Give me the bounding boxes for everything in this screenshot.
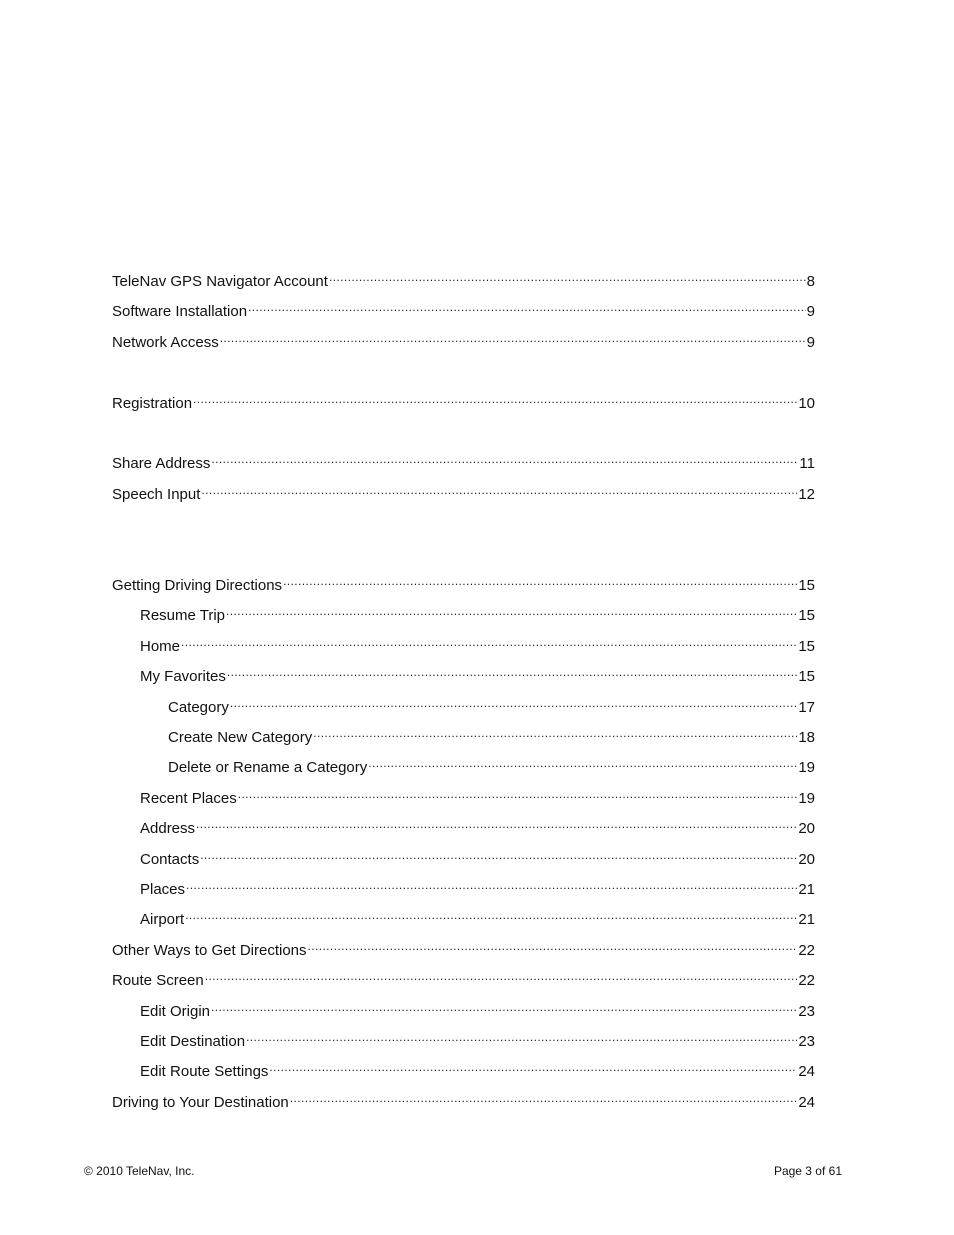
toc-entry-title: Recent Places: [140, 790, 237, 807]
toc-entry-page: 20: [798, 851, 815, 868]
toc-entry-page: 15: [798, 577, 815, 594]
toc-entry-title: Places: [140, 881, 186, 898]
dot-leader: [211, 994, 797, 1016]
toc-entry-edit-origin[interactable]: [140, 994, 815, 1020]
toc-entry-page: 19: [798, 759, 815, 776]
toc-entry-title: My Favorites: [140, 668, 226, 685]
toc-entry-title: Route Screen: [112, 972, 204, 989]
dot-leader: [246, 1024, 797, 1046]
dot-leader: [308, 933, 798, 955]
toc-entry-my-favorites[interactable]: [140, 659, 815, 685]
toc-entry-page: 23: [798, 1003, 815, 1020]
toc-entry-title: Category: [168, 699, 229, 716]
toc-entry-title: Share Address: [112, 455, 211, 472]
toc-entry-page: 22: [798, 972, 815, 989]
toc-entry-page: 19: [798, 790, 815, 807]
dot-leader: [186, 872, 797, 894]
dot-leader: [238, 781, 798, 803]
toc-entry-resume-trip[interactable]: [140, 598, 815, 624]
footer-page-number: Page 3 of 61: [773, 1164, 842, 1178]
toc-entry-page: 21: [798, 881, 815, 898]
toc-entry-page: 11: [799, 455, 815, 472]
toc-entry-getting-driving-directions[interactable]: [112, 568, 815, 594]
dot-leader: [227, 659, 797, 681]
toc-entry-page: 10: [798, 395, 815, 412]
toc-entry-page: 15: [798, 607, 815, 624]
dot-leader: [290, 1085, 798, 1107]
toc-entry-page: 17: [798, 699, 815, 716]
toc-entry-other-ways-directions[interactable]: [112, 933, 815, 959]
toc-entry-title: Edit Origin: [140, 1003, 211, 1020]
toc-entry-address[interactable]: [140, 811, 815, 837]
toc-entry-page: 9: [806, 303, 815, 320]
dot-leader: [329, 264, 806, 286]
toc-entry-software-installation[interactable]: [112, 294, 815, 320]
toc-entry-home[interactable]: [140, 629, 815, 655]
dot-leader: [313, 720, 797, 742]
toc-entry-contacts[interactable]: [140, 842, 815, 868]
dot-leader: [226, 598, 797, 620]
toc-entry-edit-destination[interactable]: [140, 1024, 815, 1050]
toc-entry-page: 9: [806, 334, 815, 351]
toc-entry-title: Speech Input: [112, 486, 201, 503]
footer-copyright: © 2010 TeleNav, Inc.: [84, 1164, 195, 1178]
toc-entry-page: 22: [798, 942, 815, 959]
toc-entry-title: Software Installation: [112, 303, 248, 320]
dot-leader: [200, 842, 797, 864]
toc-entry-title: Delete or Rename a Category: [168, 759, 368, 776]
toc-entry-page: 15: [798, 668, 815, 685]
dot-leader: [193, 386, 797, 408]
toc-entry-speech-input[interactable]: [112, 477, 815, 503]
toc-entry-airport[interactable]: [140, 902, 815, 928]
toc-entry-title: Home: [140, 638, 181, 655]
dot-leader: [230, 690, 797, 712]
toc-entry-page: 24: [798, 1094, 815, 1111]
toc-entry-registration[interactable]: [112, 386, 815, 412]
toc-entry-title: Address: [140, 820, 196, 837]
toc-entry-title: Registration: [112, 395, 193, 412]
dot-leader: [211, 446, 798, 468]
toc-entry-page: 18: [798, 729, 815, 746]
toc-entry-title: Network Access: [112, 334, 219, 351]
toc-entry-page: 23: [798, 1033, 815, 1050]
dot-leader: [368, 750, 797, 772]
toc-entry-places[interactable]: [140, 872, 815, 898]
toc-entry-title: Edit Route Settings: [140, 1063, 269, 1080]
dot-leader: [181, 629, 797, 651]
dot-leader: [269, 1054, 797, 1076]
toc-entry-page: 15: [798, 638, 815, 655]
toc-entry-title: Create New Category: [168, 729, 313, 746]
toc-entry-title: Driving to Your Destination: [112, 1094, 289, 1111]
dot-leader: [283, 568, 797, 590]
toc-entry-network-access[interactable]: [112, 325, 815, 351]
toc-entry-edit-route-settings[interactable]: [140, 1054, 815, 1080]
toc-entry-title: Other Ways to Get Directions: [112, 942, 307, 959]
dot-leader: [185, 902, 797, 924]
toc-entry-title: Getting Driving Directions: [112, 577, 283, 594]
toc-entry-page: 12: [798, 486, 815, 503]
toc-entry-title: Contacts: [140, 851, 200, 868]
toc-entry-create-new-category[interactable]: [168, 720, 815, 746]
toc-entry-driving-to-destination[interactable]: [112, 1085, 815, 1111]
toc-entry-delete-rename-category[interactable]: [168, 750, 815, 776]
toc-entry-title: Airport: [140, 911, 185, 928]
toc-entry-page: 24: [798, 1063, 815, 1080]
toc-entry-route-screen[interactable]: [112, 963, 815, 989]
dot-leader: [220, 325, 806, 347]
toc-entry-title: Resume Trip: [140, 607, 226, 624]
dot-leader: [196, 811, 797, 833]
toc-entry-page: 8: [806, 273, 815, 290]
toc-entry-category[interactable]: [168, 690, 815, 716]
dot-leader: [205, 963, 798, 985]
toc-entry-recent-places[interactable]: [140, 781, 815, 807]
toc-entry-title: Edit Destination: [140, 1033, 246, 1050]
toc-entry-page: 21: [798, 911, 815, 928]
toc-entry-page: 20: [798, 820, 815, 837]
dot-leader: [201, 477, 797, 499]
toc-entry-telenav-account[interactable]: [112, 264, 815, 290]
toc-entry-share-address[interactable]: [112, 446, 815, 472]
dot-leader: [248, 294, 806, 316]
toc-entry-title: TeleNav GPS Navigator Account: [112, 273, 328, 290]
